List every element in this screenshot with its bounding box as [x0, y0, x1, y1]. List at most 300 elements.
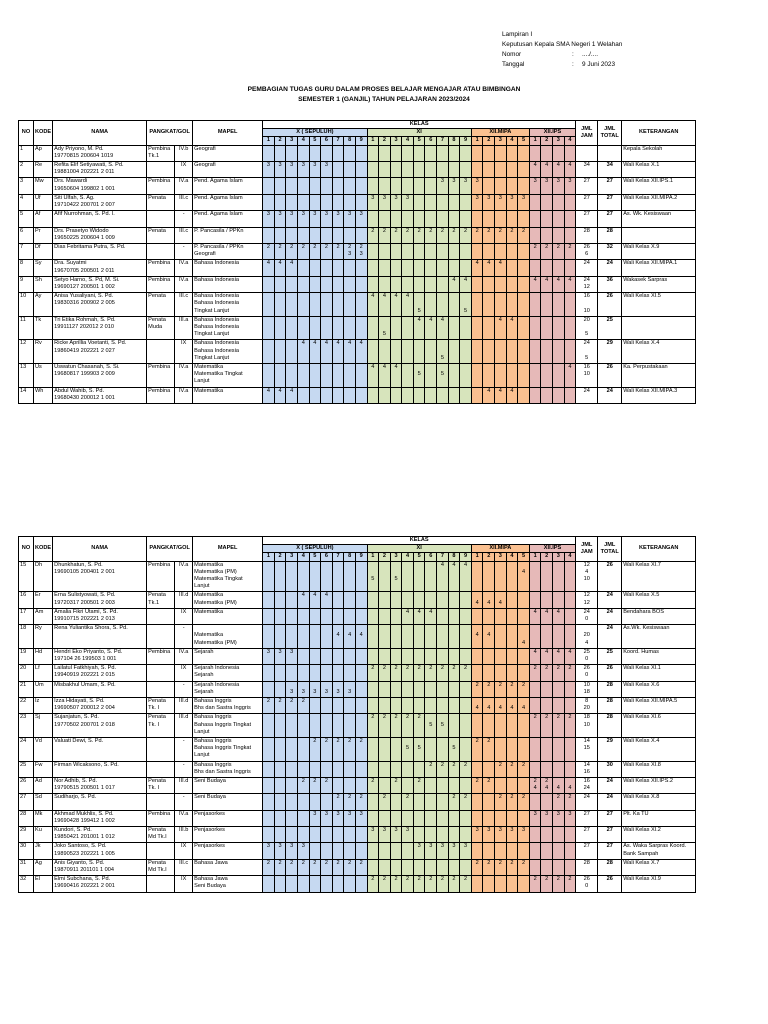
hours-value	[402, 834, 413, 841]
hours-value: 3	[545, 178, 549, 185]
mapel-line: Bahasa Inggris	[194, 737, 232, 744]
hours-value	[391, 656, 402, 663]
hours-value	[310, 569, 321, 576]
hours-value	[344, 324, 355, 331]
hours-value	[414, 186, 425, 193]
hours-value	[437, 364, 448, 371]
hours-value	[275, 228, 286, 235]
header-class-num: 9	[355, 553, 367, 561]
hours-value	[472, 569, 483, 576]
hours-value	[483, 178, 494, 185]
hours-value	[344, 355, 355, 362]
hours-value	[437, 153, 448, 160]
row-keterangan: Wali Kelas XII.MIPA.5	[622, 697, 696, 713]
hours-value	[565, 609, 576, 616]
header-class-num: 8	[344, 553, 356, 561]
hours-value	[483, 146, 494, 153]
hours-value	[321, 762, 332, 769]
hours-value	[565, 867, 576, 874]
hours-value: 2	[406, 227, 410, 234]
class-cell	[437, 227, 449, 243]
jam-line: 18	[583, 714, 590, 721]
hours-value	[553, 569, 564, 576]
hours-value	[333, 876, 344, 883]
hours-value	[425, 169, 436, 176]
hours-value	[263, 705, 274, 712]
class-cell	[471, 843, 483, 859]
hours-value	[495, 698, 506, 705]
class-cell	[367, 737, 379, 761]
hours-value	[483, 244, 494, 251]
hours-value	[565, 625, 576, 632]
class-cell	[553, 260, 565, 276]
hours-value	[321, 388, 332, 395]
class-cell	[321, 363, 333, 387]
class-cell	[286, 162, 298, 178]
hours-value	[391, 625, 402, 632]
hours-value	[460, 371, 471, 378]
row-jml-total: 29	[598, 340, 622, 364]
table-row	[19, 243, 696, 259]
class-cell	[471, 665, 483, 681]
class-cell	[541, 697, 553, 713]
class-cell	[553, 243, 565, 259]
row-mapel	[193, 387, 263, 403]
hours-value	[275, 153, 286, 160]
row-mapel	[193, 363, 263, 387]
mapel-line: Bahasa Inggris	[194, 761, 232, 768]
row-kode: Er	[34, 592, 53, 608]
hours-value	[530, 218, 541, 225]
header-class-num: 5	[413, 137, 425, 145]
hours-value	[275, 729, 286, 736]
hours-value	[321, 576, 332, 583]
class-cell	[483, 625, 495, 649]
class-cell	[553, 316, 565, 340]
hours-value	[391, 395, 402, 402]
hours-value	[286, 827, 297, 834]
row-jml-total: 24	[598, 260, 622, 276]
hours-value	[425, 235, 436, 242]
hours-value	[518, 714, 529, 721]
row-nama	[53, 827, 147, 843]
header-class-num: 6	[425, 553, 437, 561]
row-nama	[53, 260, 147, 276]
hours-value	[402, 324, 413, 331]
class-cell	[367, 761, 379, 777]
hours-value: 2	[290, 243, 294, 250]
hours-value: 2	[521, 227, 526, 234]
hours-value: 4	[533, 648, 537, 655]
hours-value	[530, 745, 541, 752]
hours-value	[449, 689, 460, 696]
hours-value	[530, 656, 541, 663]
hours-value	[344, 162, 355, 169]
class-cell	[332, 665, 344, 681]
table-row	[19, 665, 696, 681]
hours-value	[425, 649, 436, 656]
class-cell	[321, 243, 333, 259]
class-cell	[321, 194, 333, 210]
class-cell	[309, 561, 321, 592]
hours-value	[530, 625, 541, 632]
hours-value	[472, 300, 483, 307]
class-cell	[564, 178, 576, 194]
hours-value	[460, 705, 471, 712]
hours-value: 3	[313, 688, 317, 695]
hours-value	[460, 251, 471, 258]
hours-value	[356, 609, 367, 616]
hours-value	[460, 600, 471, 607]
hours-value	[565, 284, 576, 291]
hours-value	[356, 649, 367, 656]
class-cell	[460, 145, 472, 161]
hours-value: 4	[556, 785, 560, 792]
hours-value	[321, 625, 332, 632]
hours-value	[402, 722, 413, 729]
class-cell	[495, 145, 507, 161]
class-cell	[425, 648, 437, 664]
row-no: 1	[19, 145, 34, 161]
class-cell	[518, 608, 530, 624]
class-cell	[390, 211, 402, 227]
class-cell	[460, 592, 472, 608]
class-cell	[332, 697, 344, 713]
class-cell	[332, 608, 344, 624]
hours-value	[368, 355, 379, 362]
hours-value	[263, 355, 274, 362]
mapel-line: Matematika (PM)	[194, 568, 237, 575]
class-cell	[321, 276, 333, 292]
hours-value	[275, 340, 286, 347]
hours-value	[333, 195, 344, 202]
class-cell	[344, 843, 356, 859]
hours-value	[310, 665, 321, 672]
hours-value	[553, 395, 564, 402]
row-pangkat: Penata Md Tk.I	[147, 859, 175, 875]
hours-value	[541, 672, 552, 679]
header-class-num: 3	[390, 553, 402, 561]
hours-value	[263, 228, 274, 235]
hours-value	[344, 682, 355, 689]
class-cell	[564, 697, 576, 713]
hours-value	[472, 876, 483, 883]
hours-value	[379, 785, 390, 792]
hours-value	[495, 576, 506, 583]
hours-value	[449, 371, 460, 378]
row-pangkat: Penata Tk.1	[147, 592, 175, 608]
class-cell	[297, 227, 309, 243]
nama-line: Elmi Subchana, S. Pd.	[54, 876, 111, 883]
hours-value	[286, 818, 297, 825]
hours-value	[310, 640, 321, 647]
class-cell	[471, 714, 483, 738]
class-cell	[309, 859, 321, 875]
hours-value	[414, 277, 425, 284]
hours-value	[263, 609, 274, 616]
hours-value	[495, 178, 506, 185]
class-cell	[274, 592, 286, 608]
hours-value	[553, 211, 564, 218]
class-cell	[541, 340, 553, 364]
hours-value: 3	[382, 827, 386, 834]
hours-value	[356, 745, 367, 752]
hours-value	[449, 714, 460, 721]
table-row	[19, 561, 696, 592]
hours-value	[298, 218, 309, 225]
hours-value: 4	[417, 316, 421, 323]
hours-value	[507, 331, 518, 338]
class-cell	[286, 145, 298, 161]
class-cell	[263, 665, 275, 681]
hours-value	[344, 609, 355, 616]
hours-value	[298, 625, 309, 632]
class-cell	[564, 827, 576, 843]
hours-value	[379, 649, 390, 656]
hours-value	[391, 251, 402, 258]
row-keterangan: Wali Kelas XII.MIPA.2	[622, 194, 696, 210]
hours-value	[368, 218, 379, 225]
class-cell	[355, 859, 367, 875]
class-cell	[321, 876, 333, 892]
hours-value	[275, 705, 286, 712]
class-cell	[355, 340, 367, 364]
class-cell	[390, 761, 402, 777]
row-kode: Sd	[34, 794, 53, 810]
class-cell	[529, 293, 541, 317]
class-cell	[355, 681, 367, 697]
hours-value	[449, 300, 460, 307]
hours-value	[275, 794, 286, 801]
hours-value	[263, 752, 274, 759]
class-cell	[332, 211, 344, 227]
row-jml-jam	[576, 211, 598, 227]
class-cell	[297, 608, 309, 624]
class-cell	[274, 211, 286, 227]
hours-value	[263, 656, 274, 663]
hours-value	[298, 672, 309, 679]
row-nama	[53, 276, 147, 292]
hours-value	[344, 818, 355, 825]
hours-value	[553, 186, 564, 193]
hours-value	[368, 682, 379, 689]
row-mapel	[193, 276, 263, 292]
header-class-num: 5	[309, 137, 321, 145]
hours-value	[310, 682, 321, 689]
mapel-line: Bahasa Indonesia	[194, 323, 239, 330]
row-jml-total: 27	[598, 827, 622, 843]
hours-value	[507, 769, 518, 776]
hours-value	[298, 331, 309, 338]
class-cell	[274, 625, 286, 649]
hours-value	[495, 202, 506, 209]
table-row	[19, 293, 696, 317]
hours-value: 3	[568, 178, 572, 185]
hours-value: 3	[521, 194, 526, 201]
row-keterangan: Wali Kelas X.4	[622, 340, 696, 364]
hours-value	[310, 576, 321, 583]
class-cell	[425, 681, 437, 697]
hours-value	[321, 186, 332, 193]
hours-value	[379, 218, 390, 225]
nama-line: Hendri Eko Priyanto, S. Pd.	[54, 648, 123, 655]
hours-value	[565, 834, 576, 841]
class-cell	[425, 794, 437, 810]
class-cell	[506, 340, 518, 364]
class-cell	[471, 737, 483, 761]
class-cell	[425, 737, 437, 761]
hours-value	[356, 729, 367, 736]
hours-value	[507, 378, 518, 385]
hours-value	[425, 277, 436, 284]
hours-value	[391, 843, 402, 850]
class-cell	[448, 761, 460, 777]
hours-value	[565, 293, 576, 300]
hours-value	[541, 616, 552, 623]
jam-line	[577, 324, 596, 331]
hours-value	[472, 665, 483, 672]
class-cell	[564, 162, 576, 178]
class-cell	[437, 665, 449, 681]
hours-value	[368, 818, 379, 825]
hours-value	[414, 235, 425, 242]
row-gol: IV.b	[175, 145, 193, 161]
hours-value: 2	[545, 777, 549, 784]
class-cell	[448, 260, 460, 276]
hours-value	[286, 640, 297, 647]
row-gol: IX	[175, 608, 193, 624]
hours-value	[472, 640, 483, 647]
hours-value: 3	[290, 843, 294, 850]
hours-value	[437, 378, 448, 385]
hours-value	[356, 843, 367, 850]
class-cell	[332, 227, 344, 243]
jam-line: 28	[583, 227, 590, 234]
header-class-num: 1	[263, 137, 275, 145]
hours-value	[344, 277, 355, 284]
hours-value	[379, 284, 390, 291]
hours-value	[518, 609, 529, 616]
hours-value	[449, 331, 460, 338]
hours-value	[368, 843, 379, 850]
hours-value	[310, 600, 321, 607]
hours-value	[286, 364, 297, 371]
jam-line: 10	[583, 721, 590, 728]
hours-value	[368, 722, 379, 729]
class-cell	[425, 145, 437, 161]
hours-value	[553, 778, 564, 785]
class-cell	[425, 625, 437, 649]
class-cell	[332, 293, 344, 317]
hours-value	[379, 762, 390, 769]
hours-value	[425, 834, 436, 841]
header-class-num: 1	[471, 553, 483, 561]
nama-line: Refita Elif Setiyawati, S. Pd.	[54, 162, 124, 168]
hours-value	[298, 802, 309, 809]
hours-value	[391, 371, 402, 378]
mapel-line: Bahasa Jawa	[194, 876, 228, 883]
class-cell	[332, 777, 344, 793]
hours-value	[275, 818, 286, 825]
hours-value	[518, 211, 529, 218]
class-cell	[483, 608, 495, 624]
hours-value	[298, 867, 309, 874]
hours-value	[263, 616, 274, 623]
hours-value: 2	[348, 794, 352, 801]
hours-value	[379, 834, 390, 841]
nama-line: Rena Yuliantika Shora, S. Pd.	[54, 625, 128, 632]
class-cell	[297, 697, 309, 713]
class-cell	[506, 194, 518, 210]
nama-line: 19910715 202221 2 013	[54, 615, 115, 622]
header-class-num: 5	[518, 137, 530, 145]
class-cell	[448, 714, 460, 738]
hours-value	[425, 348, 436, 355]
class-cell	[553, 625, 565, 649]
table-row	[19, 260, 696, 276]
row-no: 30	[19, 843, 34, 859]
hours-value	[541, 371, 552, 378]
class-cell	[448, 794, 460, 810]
hours-value	[298, 752, 309, 759]
row-jml-jam	[576, 340, 598, 364]
hours-value	[344, 592, 355, 599]
row-pangkat	[147, 340, 175, 364]
header-kode: KODE	[34, 537, 53, 562]
hours-value	[425, 378, 436, 385]
class-cell	[541, 145, 553, 161]
nama-line: Lailatul Fatkhiyah, S. Pd.	[54, 665, 117, 672]
hours-value	[391, 632, 402, 639]
row-pangkat: Pembina	[147, 810, 175, 826]
row-pangkat: Pembina	[147, 363, 175, 387]
mapel-line: Matematika	[194, 608, 224, 615]
hours-value	[472, 331, 483, 338]
class-cell	[263, 243, 275, 259]
row-jml-total: 28	[598, 681, 622, 697]
jam-line: 27	[583, 211, 590, 218]
row-no: 4	[19, 194, 34, 210]
hours-value	[507, 834, 518, 841]
hours-value	[553, 632, 564, 639]
class-cell	[355, 794, 367, 810]
hours-value	[541, 153, 552, 160]
table-row	[19, 276, 696, 292]
row-jml-total: 26	[598, 293, 622, 317]
hours-value	[414, 722, 425, 729]
mapel-line: P. Pancasila / PPKn	[194, 227, 244, 234]
hours-value: 2	[545, 243, 549, 250]
header-class-num: 1	[367, 553, 379, 561]
class-cell	[297, 827, 309, 843]
hours-value	[472, 388, 483, 395]
hours-value	[414, 811, 425, 818]
nama-line: 19650225 200604 1 009	[54, 234, 115, 241]
row-pangkat: Penata Tk. I	[147, 697, 175, 713]
header-class-num: 4	[506, 137, 518, 145]
hours-value	[449, 569, 460, 576]
hours-value	[541, 284, 552, 291]
row-jml-total: 32	[598, 243, 622, 259]
hours-value	[460, 738, 471, 745]
row-no: 5	[19, 211, 34, 227]
hours-value: 3	[533, 178, 537, 185]
hours-value	[565, 818, 576, 825]
class-cell	[448, 316, 460, 340]
hours-value	[483, 752, 494, 759]
hours-value	[425, 600, 436, 607]
hours-value	[298, 169, 309, 176]
